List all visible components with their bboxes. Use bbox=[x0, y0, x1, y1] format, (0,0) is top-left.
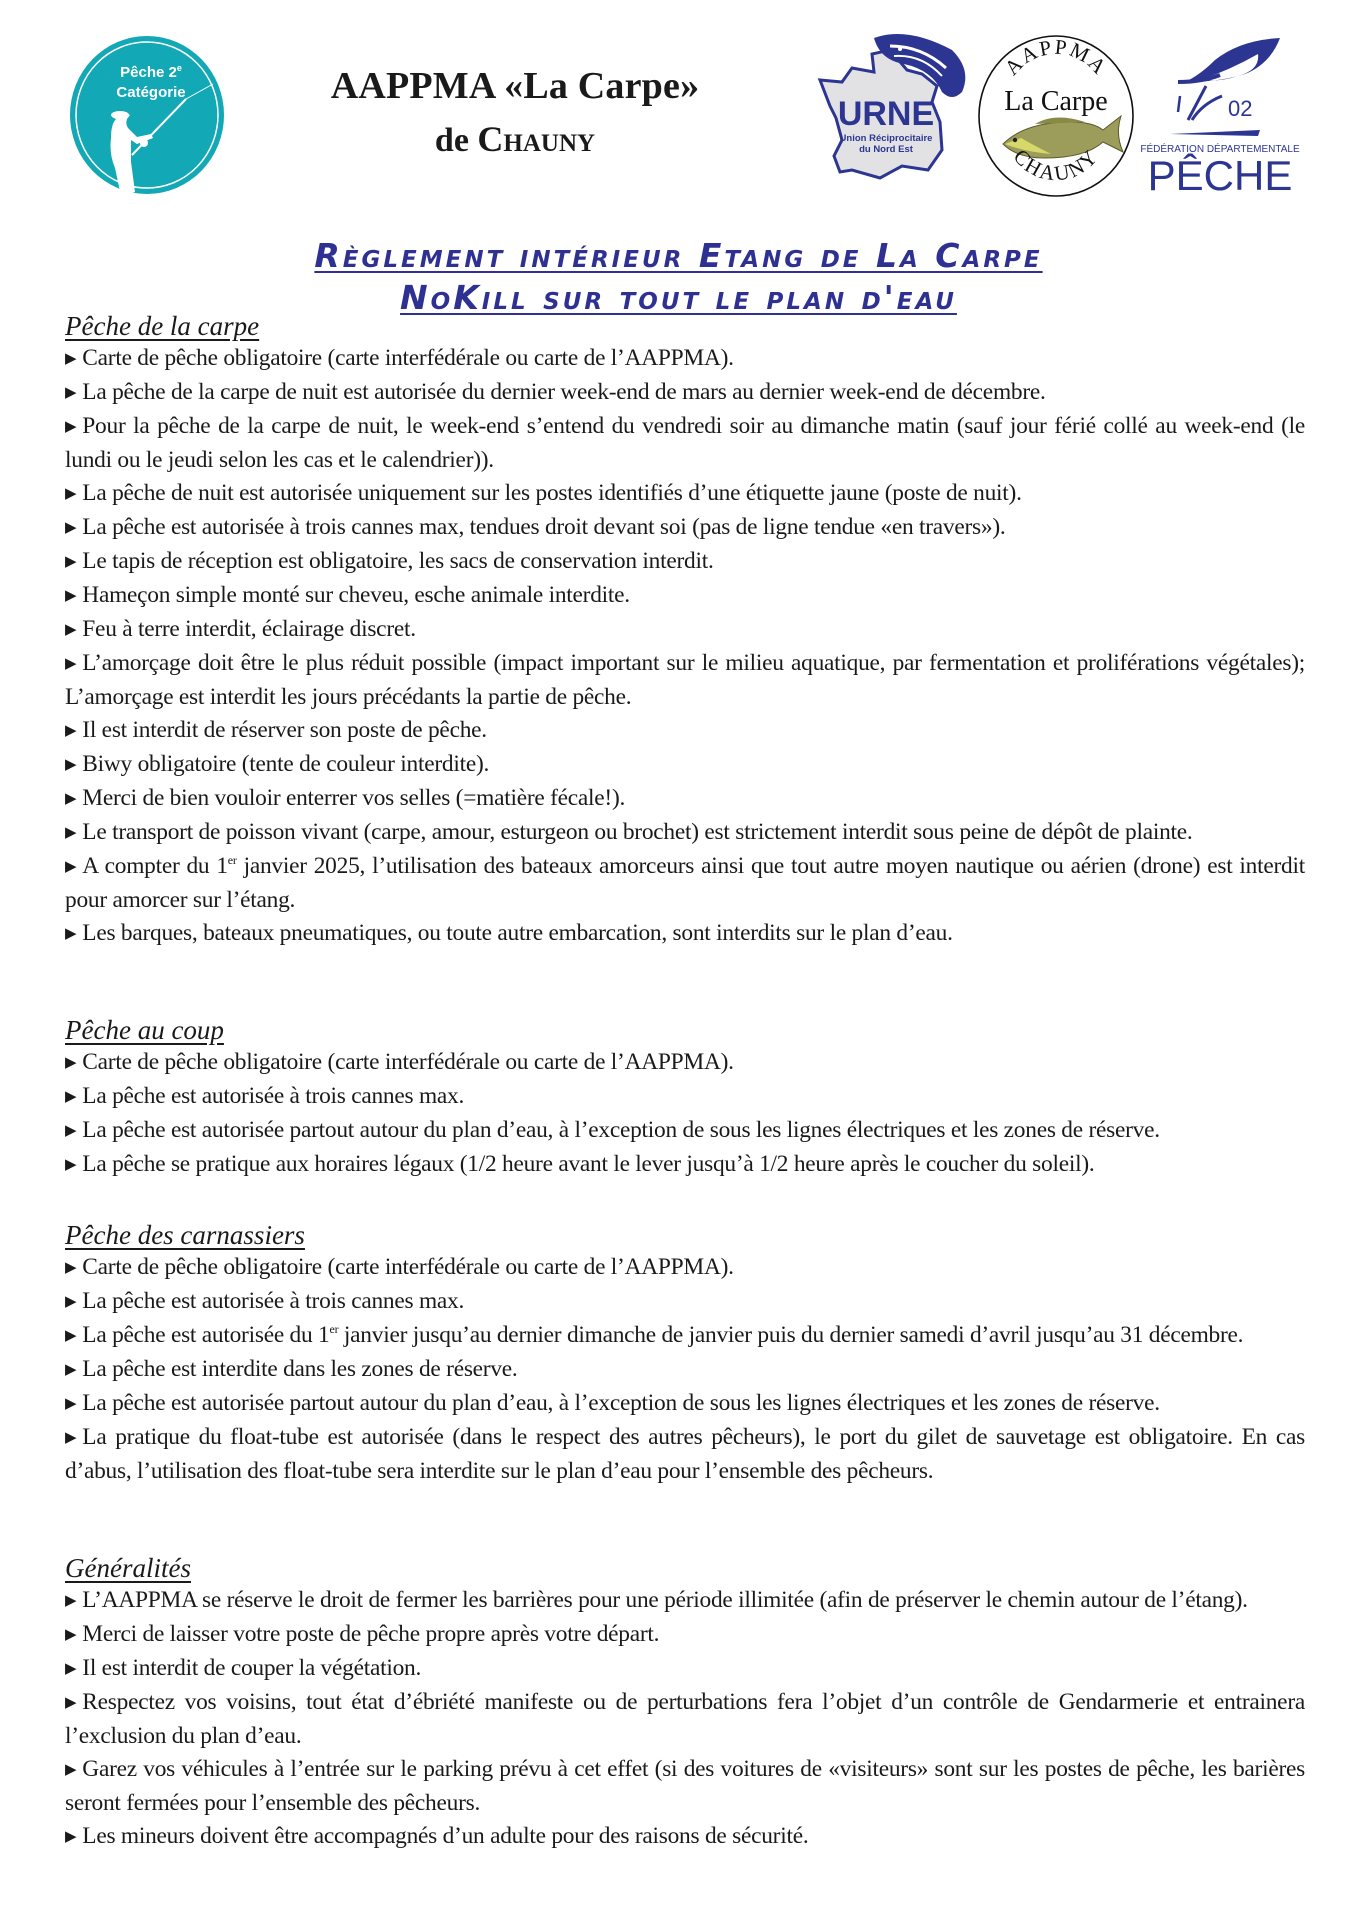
triangle-right-icon: ▶ bbox=[65, 859, 77, 875]
urne-acronym: URNE bbox=[837, 95, 935, 133]
rule-item bbox=[65, 613, 1305, 647]
rule-text: La pêche de nuit est autorisée uniquement sur les postes identifiés d’une étiquette jaune (poste de nuit). bbox=[82, 480, 1022, 506]
triangle-right-icon: ▶ bbox=[65, 656, 77, 672]
seal-bottom-text: CHAUNY bbox=[1008, 144, 1104, 186]
rule-text: Les mineurs doivent être accompagnés d’un adulte pour des raisons de sécurité. bbox=[82, 1823, 809, 1849]
rule-item bbox=[65, 816, 1305, 850]
category-badge-line2: Catégorie bbox=[116, 84, 186, 101]
rule-text: La pêche est autorisée à trois cannes max, tendues droit devant soi (pas de ligne tendue «en travers»). bbox=[82, 514, 1006, 540]
rule-item bbox=[65, 1353, 1305, 1387]
rule-text: La pêche est autorisée du 1 bbox=[82, 1322, 330, 1348]
rule-text: L’AAPPMA se réserve le droit de fermer les barrières pour une période illimitée (afin de préserver le chemin autour de l’étang). bbox=[82, 1587, 1248, 1613]
rule-text: Le tapis de réception est obligatoire, les sacs de conservation interdit. bbox=[82, 548, 714, 574]
rule-text: La pêche est autorisée à trois cannes max. bbox=[82, 1083, 465, 1109]
triangle-right-icon: ▶ bbox=[65, 926, 77, 942]
rule-text: Feu à terre interdit, éclairage discret. bbox=[82, 616, 416, 642]
triangle-right-icon: ▶ bbox=[65, 1695, 77, 1711]
rule-item bbox=[65, 579, 1305, 613]
triangle-right-icon: ▶ bbox=[65, 385, 77, 401]
rule-item bbox=[65, 511, 1305, 545]
rule-text: Pour la pêche de la carpe de nuit, le week-end s’entend du vendredi soir au dimanche matin (sauf jour férié collé au week-end (le lundi ou le jeudi selon les cas et le calendrier)). bbox=[65, 413, 1305, 473]
triangle-right-icon: ▶ bbox=[65, 1396, 77, 1412]
organization-city: de Chauny bbox=[434, 119, 596, 159]
rule-item bbox=[65, 376, 1305, 410]
rule-item bbox=[65, 714, 1305, 748]
rule-item bbox=[65, 1387, 1305, 1421]
rule-item bbox=[65, 1148, 1305, 1182]
rule-text: L’amorçage doit être le plus réduit possible (impact important sur le milieu aquatique, par fermentation et proliférations végétales); L’amorçage est interdit les jours précédants la partie de pêche. bbox=[65, 650, 1305, 710]
document-title-line2: NoKill sur tout le plan d'eau bbox=[400, 278, 957, 317]
rule-text: Il est interdit de réserver son poste de pêche. bbox=[82, 717, 487, 743]
rule-text: La pêche est autorisée partout autour du plan d’eau, à l’exception de sous les lignes électriques et les zones de réserve. bbox=[82, 1390, 1160, 1416]
triangle-right-icon: ▶ bbox=[65, 1362, 77, 1378]
triangle-right-icon: ▶ bbox=[65, 554, 77, 570]
rule-text: La pêche est interdite dans les zones de réserve. bbox=[82, 1356, 518, 1382]
section-heading: Généralités bbox=[65, 1553, 191, 1583]
rule-item bbox=[65, 647, 1305, 714]
section-peche-au-coup bbox=[65, 1014, 1305, 1182]
rule-text: Merci de laisser votre poste de pêche propre après votre départ. bbox=[82, 1621, 660, 1647]
triangle-right-icon: ▶ bbox=[65, 1829, 77, 1845]
rules-list bbox=[65, 342, 1305, 951]
triangle-right-icon: ▶ bbox=[65, 419, 77, 435]
rule-text: janvier jusqu’au dernier dimanche de janvier puis du dernier samedi d’avril jusqu’au 31 décembre. bbox=[338, 1322, 1244, 1348]
rule-text: La pêche de la carpe de nuit est autorisée du dernier week-end de mars au dernier week-end de décembre. bbox=[82, 379, 1046, 405]
federation-line1: FÉDÉRATION DÉPARTEMENTALE bbox=[1140, 144, 1300, 155]
rule-item bbox=[65, 342, 1305, 376]
rule-text: Merci de bien vouloir enterrer vos selles (=matière fécale!). bbox=[82, 785, 626, 811]
rule-text: Biwy obligatoire (tente de couleur interdite). bbox=[82, 751, 490, 777]
rule-text: A compter du 1 bbox=[82, 853, 228, 879]
triangle-right-icon: ▶ bbox=[65, 520, 77, 536]
triangle-right-icon: ▶ bbox=[65, 1762, 77, 1778]
triangle-right-icon: ▶ bbox=[65, 825, 77, 841]
rule-item bbox=[65, 1080, 1305, 1114]
category-badge-line1: Pêche 2e bbox=[120, 63, 182, 81]
section-heading: Pêche des carnassiers bbox=[65, 1220, 305, 1250]
rule-item bbox=[65, 748, 1305, 782]
rule-item bbox=[65, 850, 1305, 917]
ordinal-superscript: er bbox=[227, 853, 237, 867]
section-heading: Pêche de la carpe bbox=[65, 311, 260, 341]
section-peche-carnassiers bbox=[65, 1219, 1305, 1488]
triangle-right-icon: ▶ bbox=[65, 1055, 77, 1071]
rule-text: Les barques, bateaux pneumatiques, ou toute autre embarcation, sont interdits sur le plan d’eau. bbox=[82, 920, 953, 946]
la-carpe-chauny-seal bbox=[975, 30, 1137, 200]
federation-peche-02-logo bbox=[1140, 30, 1305, 200]
section-generalites bbox=[65, 1552, 1305, 1854]
urne-line1: Union Réciprocitaire bbox=[839, 133, 933, 144]
triangle-right-icon: ▶ bbox=[65, 486, 77, 502]
rules-list bbox=[65, 1251, 1305, 1488]
section-peche-carpe bbox=[65, 310, 1305, 951]
section-heading: Pêche au coup bbox=[65, 1015, 224, 1045]
triangle-right-icon: ▶ bbox=[65, 1430, 77, 1446]
triangle-right-icon: ▶ bbox=[65, 1661, 77, 1677]
triangle-right-icon: ▶ bbox=[65, 1260, 77, 1276]
rule-item bbox=[65, 1251, 1305, 1285]
urne-logo bbox=[812, 30, 970, 180]
federation-line2: PÊCHE bbox=[1147, 152, 1293, 199]
ordinal-superscript: er bbox=[329, 1322, 339, 1336]
rule-item bbox=[65, 1686, 1305, 1753]
triangle-right-icon: ▶ bbox=[65, 791, 77, 807]
triangle-right-icon: ▶ bbox=[65, 1627, 77, 1643]
triangle-right-icon: ▶ bbox=[65, 1593, 77, 1609]
rule-item bbox=[65, 1584, 1305, 1618]
rule-text: Carte de pêche obligatoire (carte interfédérale ou carte de l’AAPPMA). bbox=[82, 1254, 734, 1280]
rule-text: Le transport de poisson vivant (carpe, amour, esturgeon ou brochet) est strictement interdit sous peine de dépôt de plainte. bbox=[82, 819, 1193, 845]
seal-top-text: AAPPMA bbox=[999, 34, 1113, 80]
rule-item bbox=[65, 917, 1305, 951]
rule-text: Hameçon simple monté sur cheveu, esche animale interdite. bbox=[82, 582, 630, 608]
document-title-line1: Règlement intérieur Etang de La Carpe bbox=[314, 236, 1043, 275]
triangle-right-icon: ▶ bbox=[65, 723, 77, 739]
triangle-right-icon: ▶ bbox=[65, 622, 77, 638]
seal-middle-text: La Carpe bbox=[1004, 86, 1108, 117]
rule-text: Carte de pêche obligatoire (carte interfédérale ou carte de l’AAPPMA). bbox=[82, 345, 734, 371]
triangle-right-icon: ▶ bbox=[65, 351, 77, 367]
rule-item bbox=[65, 1046, 1305, 1080]
rules-list bbox=[65, 1046, 1305, 1182]
rule-text: Respectez vos voisins, tout état d’ébriété manifeste ou de perturbations fera l’objet d’un contrôle de Gendarmerie et entrainera l’exclusion du plan d’eau. bbox=[65, 1689, 1305, 1749]
triangle-right-icon: ▶ bbox=[65, 1157, 77, 1173]
rule-item bbox=[65, 545, 1305, 579]
rule-item bbox=[65, 1285, 1305, 1319]
rule-text: Il est interdit de couper la végétation. bbox=[82, 1655, 422, 1681]
rule-item bbox=[65, 477, 1305, 511]
federation-number: 02 bbox=[1228, 96, 1253, 121]
rules-list bbox=[65, 1584, 1305, 1854]
triangle-right-icon: ▶ bbox=[65, 1089, 77, 1105]
triangle-right-icon: ▶ bbox=[65, 1294, 77, 1310]
rule-item bbox=[65, 1421, 1305, 1488]
rule-text: Carte de pêche obligatoire (carte interfédérale ou carte de l’AAPPMA). bbox=[82, 1049, 734, 1075]
rule-item bbox=[65, 1753, 1305, 1820]
rule-item bbox=[65, 1319, 1305, 1353]
triangle-right-icon: ▶ bbox=[65, 588, 77, 604]
organization-header bbox=[290, 62, 740, 164]
triangle-right-icon: ▶ bbox=[65, 1328, 77, 1344]
rule-item bbox=[65, 1652, 1305, 1686]
rule-text: janvier 2025, l’utilisation des bateaux amorceurs ainsi que tout autre moyen nautique ou aérien (drone) est interdit pour amorcer sur l’étang. bbox=[65, 853, 1305, 913]
urne-line2: du Nord Est bbox=[859, 144, 913, 155]
organization-name: AAPPMA «La Carpe» bbox=[330, 65, 700, 107]
rule-text: La pêche se pratique aux horaires légaux (1/2 heure avant le lever jusqu’à 1/2 heure après le coucher du soleil). bbox=[82, 1151, 1095, 1177]
fish-icon bbox=[1185, 38, 1280, 82]
triangle-right-icon: ▶ bbox=[65, 1123, 77, 1139]
rule-item bbox=[65, 410, 1305, 477]
rule-text: La pratique du float-tube est autorisée (dans le respect des autres pêcheurs), le port du gilet de sauvetage est obligatoire. En cas d’abus, l’utilisation des float-tube sera interdite sur le plan d’eau pour l’ensemble des pêcheurs. bbox=[65, 1424, 1305, 1484]
rule-text: La pêche est autorisée à trois cannes max. bbox=[82, 1288, 465, 1314]
peche-2e-categorie-logo bbox=[68, 35, 226, 195]
rule-text: Garez vos véhicules à l’entrée sur le parking prévu à cet effet (si des voitures de «visiteurs» sont sur les postes de pêche, les barières seront fermées pour l’ensemble des pêcheurs. bbox=[65, 1756, 1305, 1816]
rule-item bbox=[65, 1114, 1305, 1148]
rule-item bbox=[65, 1820, 1305, 1854]
rule-item bbox=[65, 1618, 1305, 1652]
rule-item bbox=[65, 782, 1305, 816]
rule-text: La pêche est autorisée partout autour du plan d’eau, à l’exception de sous les lignes électriques et les zones de réserve. bbox=[82, 1117, 1160, 1143]
triangle-right-icon: ▶ bbox=[65, 757, 77, 773]
